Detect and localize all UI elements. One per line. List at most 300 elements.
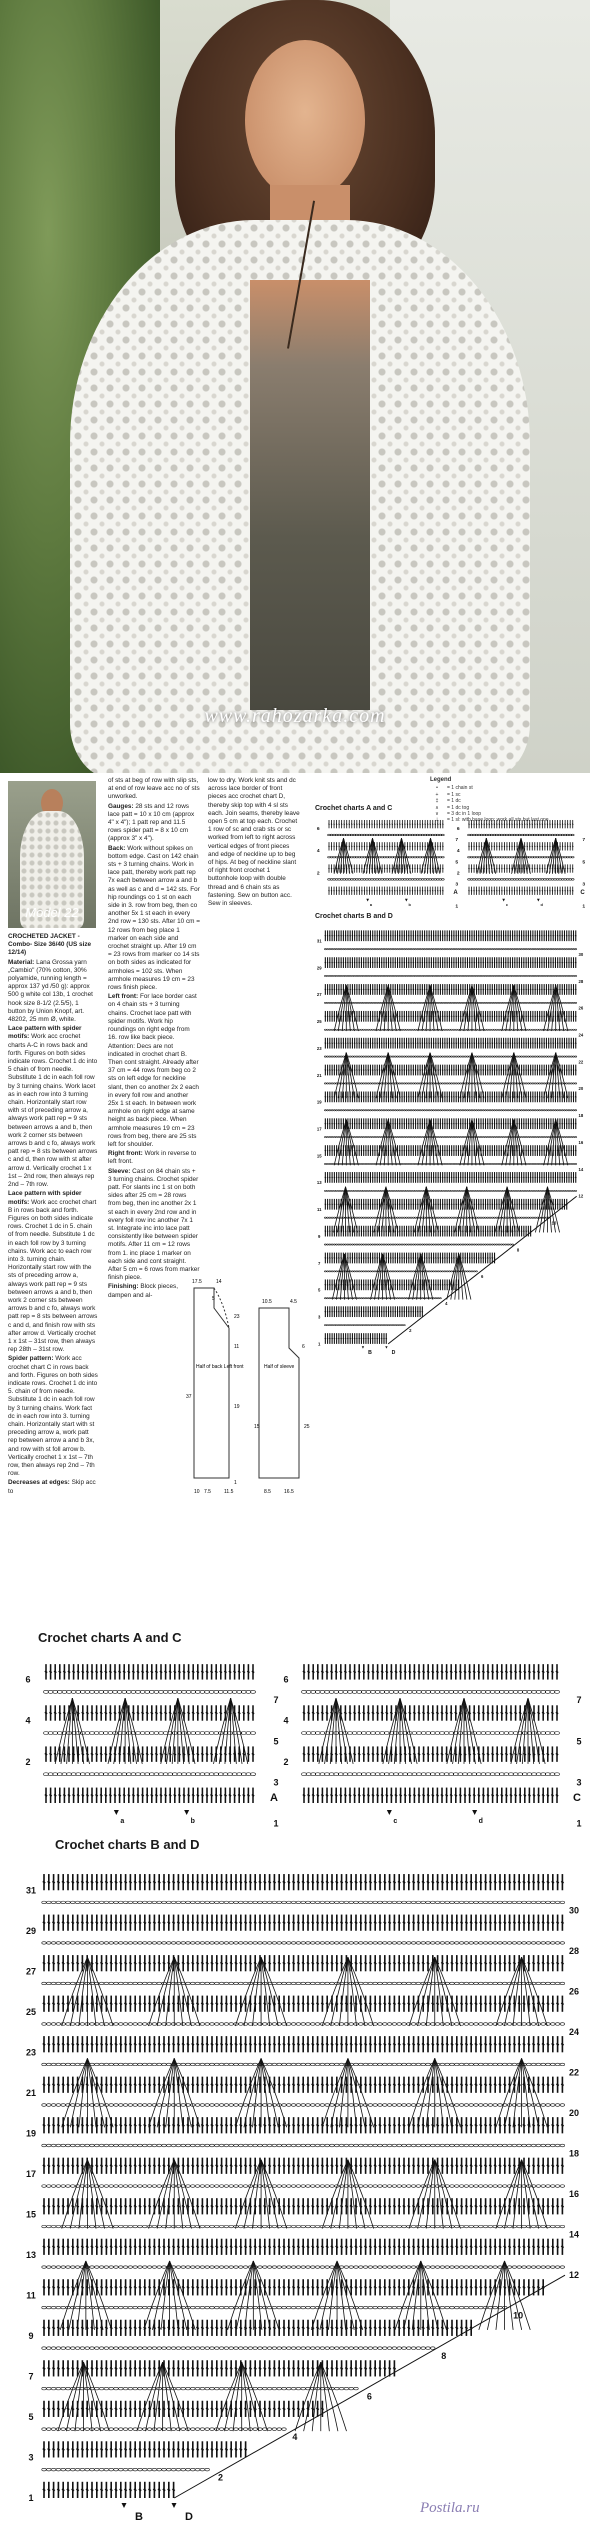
chain-stitch xyxy=(419,1190,421,1191)
chain-stitch xyxy=(523,1190,525,1191)
chain-stitch xyxy=(365,1137,367,1138)
chain-row xyxy=(324,1083,577,1084)
dc-bar xyxy=(539,868,540,869)
chain-stitch xyxy=(360,1110,362,1111)
dc-bar xyxy=(529,824,530,825)
chain-stitch xyxy=(534,1137,536,1138)
dc-bar xyxy=(402,824,403,825)
chain-stitch xyxy=(374,1271,376,1272)
chain-stitch xyxy=(473,1110,475,1111)
chain-stitch xyxy=(378,1056,380,1057)
chain-stitch xyxy=(484,1056,486,1057)
back-front-outline xyxy=(194,1288,229,1478)
chain-stitch xyxy=(385,1110,387,1111)
chain-stitch xyxy=(559,1083,561,1084)
chain-stitch xyxy=(356,1190,358,1191)
chain-stitch xyxy=(525,1110,527,1111)
chain-stitch xyxy=(451,1029,453,1030)
chain-stitch xyxy=(383,1083,385,1084)
chain-stitch xyxy=(430,1110,432,1111)
chain-stitch xyxy=(419,1137,421,1138)
chain-stitch xyxy=(444,1056,446,1057)
chain-stitch xyxy=(453,1163,455,1164)
chain-stitch xyxy=(575,1083,577,1084)
paragraph-heading: Finishing: xyxy=(108,1283,141,1291)
paragraph-text: Cast on 84 chain sts + 3 turning chains. Crochet spider patt. For slants inc 1 st on both sides after 25 cm = 28 rows from beg, then inc another 2x 1 st each in every 2nd row and in every foll row inc another 7x 1 st. Integrate inc into lace patt consistently like between spider motifs. After 11 cm = 12 rows from 1. inc place 1 marker on each side and cont straight. After 5 cm = 6 rows from marker finish piece. xyxy=(108,1167,200,1282)
chain-stitch xyxy=(417,1083,419,1084)
chain-stitch xyxy=(381,1163,383,1164)
chain-stitch xyxy=(493,1110,495,1111)
chain-stitch xyxy=(430,1029,432,1030)
chain-stitch xyxy=(324,1325,326,1326)
dc-bar xyxy=(381,824,382,825)
chain-stitch xyxy=(378,1244,380,1245)
chain-stitch xyxy=(360,1002,362,1003)
dc-bar xyxy=(494,824,495,825)
chain-stitch xyxy=(545,1002,547,1003)
chain-stitch xyxy=(457,1190,459,1191)
chain-stitch xyxy=(487,1002,489,1003)
chain-stitch xyxy=(572,1029,574,1030)
chain-stitch xyxy=(347,1244,349,1245)
dc-bar xyxy=(379,846,380,847)
chain-stitch xyxy=(484,1083,486,1084)
chain-stitch xyxy=(568,1110,570,1111)
dc-bar xyxy=(397,824,398,825)
dc-bar xyxy=(432,824,433,825)
chain-stitch xyxy=(363,1163,365,1164)
chain-stitch xyxy=(496,1190,498,1191)
dc-bar xyxy=(384,846,385,847)
chain-stitch xyxy=(514,1190,516,1191)
chain-stitch xyxy=(374,1137,376,1138)
chain-stitch xyxy=(401,1029,403,1030)
chain-stitch xyxy=(383,1244,385,1245)
chain-stitch xyxy=(401,1137,403,1138)
dc-bar xyxy=(549,890,550,891)
chain-stitch xyxy=(439,1110,441,1111)
dc-bar xyxy=(509,846,510,847)
chain-stitch xyxy=(489,1056,491,1057)
dc-bar xyxy=(359,846,360,847)
dc-bar xyxy=(542,890,543,891)
chain-stitch xyxy=(503,1110,505,1111)
chain-stitch xyxy=(572,1190,574,1191)
chain-stitch xyxy=(493,1137,495,1138)
chain-stitch xyxy=(539,1163,541,1164)
chain-stitch xyxy=(444,1110,446,1111)
dc-bar xyxy=(381,868,382,869)
chain-stitch xyxy=(424,1110,426,1111)
chain-stitch xyxy=(376,1325,378,1326)
dc-bar xyxy=(559,824,560,825)
chain-stitch xyxy=(451,1217,453,1218)
chain-stitch xyxy=(365,1110,367,1111)
chain-stitch xyxy=(324,1056,326,1057)
dc-bar xyxy=(422,846,423,847)
chain-stitch xyxy=(336,1271,338,1272)
chain-stitch xyxy=(439,1298,441,1299)
chain-stitch xyxy=(457,1137,459,1138)
chain-stitch xyxy=(507,1110,509,1111)
chain-stitch xyxy=(536,1002,538,1003)
chain-stitch xyxy=(446,1217,448,1218)
chain-stitch xyxy=(424,1029,426,1030)
chain-stitch xyxy=(493,1029,495,1030)
chain-stitch xyxy=(385,1325,387,1326)
chain-stitch xyxy=(327,1244,329,1245)
chain-stitch xyxy=(493,1083,495,1084)
chain-stitch xyxy=(536,1137,538,1138)
paragraph-text: Work acc crochet chart B in rows back and forth. Figures on both sides indicate rows. Crochet 1 dc in 5. chain of from needle. Substitute 1 dc in each foll row by 3 turning chains. Work acc to each row into 3. turning chain. Horizontally start row with the sts of preceding arrow a, always work patt rep = 9 sts between arrows a and b, then work 2 corner sts between arrows b and c fo, always work patt rep = 8 sts between arrows c and d, and finish row with sts after arrow d. Vertically crochet 1 x 1st – 31st row, then always rep 28th – 31st row. xyxy=(8,1198,98,1354)
chain-stitch xyxy=(512,1029,514,1030)
chain-stitch xyxy=(345,1325,347,1326)
chain-stitch xyxy=(505,1002,507,1003)
chain-row xyxy=(324,1110,577,1111)
chain-stitch xyxy=(500,1056,502,1057)
chain-stitch xyxy=(521,1110,523,1111)
dc-bar xyxy=(534,890,535,891)
chain-stitch xyxy=(351,1163,353,1164)
chain-stitch xyxy=(498,1244,500,1245)
dc-bar xyxy=(506,868,507,869)
chain-stitch xyxy=(471,1190,473,1191)
chain-stitch xyxy=(376,1083,378,1084)
chain-stitch xyxy=(448,1029,450,1030)
chain-stitch xyxy=(390,1110,392,1111)
chain-stitch xyxy=(406,1137,408,1138)
chain-row xyxy=(324,1056,577,1057)
dc-bar xyxy=(354,846,355,847)
chart-letter: A xyxy=(453,889,458,896)
chain-stitch xyxy=(410,1190,412,1191)
dc-bar xyxy=(399,824,400,825)
pattern-repeat-label: c xyxy=(505,902,509,907)
model-thumbnail xyxy=(8,781,96,928)
dc-bar xyxy=(572,846,573,847)
chain-stitch xyxy=(566,1137,568,1138)
chain-stitch xyxy=(399,1056,401,1057)
chain-stitch xyxy=(331,1325,333,1326)
chain-stitch xyxy=(512,1083,514,1084)
dc-bar xyxy=(387,868,388,869)
chain-stitch xyxy=(482,1110,484,1111)
chain-stitch xyxy=(448,1217,450,1218)
dc-bar xyxy=(338,824,339,825)
chain-stitch xyxy=(557,1190,559,1191)
dc-bar xyxy=(376,846,377,847)
dc-bar xyxy=(511,824,512,825)
chain-stitch xyxy=(518,1110,520,1111)
chain-stitch xyxy=(430,1271,432,1272)
chain-stitch xyxy=(543,1083,545,1084)
dc-bar xyxy=(527,890,528,891)
chain-stitch xyxy=(363,1083,365,1084)
chain-stitch xyxy=(412,1163,414,1164)
chain-stitch xyxy=(545,1137,547,1138)
chain-stitch xyxy=(498,1056,500,1057)
chain-stitch xyxy=(559,1056,561,1057)
chain-stitch xyxy=(331,1110,333,1111)
paragraph xyxy=(8,1355,98,1478)
chain-stitch xyxy=(369,1244,371,1245)
chain-stitch xyxy=(363,1271,365,1272)
chain-stitch xyxy=(331,1056,333,1057)
dc-bar xyxy=(440,868,441,869)
chain-stitch xyxy=(421,1137,423,1138)
dc-bar xyxy=(419,824,420,825)
dc-bar xyxy=(414,824,415,825)
chain-stitch xyxy=(381,1190,383,1191)
dc-bar xyxy=(511,890,512,891)
chain-stitch xyxy=(437,1190,439,1191)
chain-stitch xyxy=(417,1190,419,1191)
chain-stitch xyxy=(466,1110,468,1111)
chain-stitch xyxy=(557,1163,559,1164)
chain-stitch xyxy=(570,1002,572,1003)
pattern-repeat-label: d xyxy=(540,902,543,907)
chain-stitch xyxy=(324,1110,326,1111)
chain-stitch xyxy=(496,1137,498,1138)
chain-stitch xyxy=(543,1056,545,1057)
chain-stitch xyxy=(351,1190,353,1191)
chain-stitch xyxy=(360,1271,362,1272)
chain-stitch xyxy=(327,1217,329,1218)
dc-bar xyxy=(549,846,550,847)
chain-stitch xyxy=(354,1056,356,1057)
chain-stitch xyxy=(534,1002,536,1003)
chain-stitch xyxy=(383,1110,385,1111)
watermark-text: www.rahozarka.com xyxy=(204,705,386,727)
chain-stitch xyxy=(527,1056,529,1057)
schematic-dimension: 37 xyxy=(186,1394,192,1400)
chain-stitch xyxy=(527,1083,529,1084)
chain-stitch xyxy=(392,1298,394,1299)
paragraph-text: low to dry. Work knit sts and dc across lace border of front pieces acc crochet chart D, thereby skip top with 4 sl sts each. Join seams, thereby leave open 5 cm at top each. Crochet 1 row of sc and crab sts or sc worked from left to right across vertical edges of front pieces and edge of neckline up to beg of hips. At beg of neckline slant of right front crochet 1 buttonhole loop with double thread and 6 chain sts as fastening. Sew on button acc. Sew in sleeves. xyxy=(208,777,300,908)
chain-stitch xyxy=(408,1163,410,1164)
chain-stitch xyxy=(401,1217,403,1218)
dc-bar xyxy=(567,846,568,847)
model-label: Model 22 xyxy=(25,905,79,920)
chain-stitch xyxy=(530,1163,532,1164)
chain-stitch xyxy=(356,1083,358,1084)
chain-stitch xyxy=(336,1110,338,1111)
chain-stitch xyxy=(381,1056,383,1057)
chain-stitch xyxy=(327,1002,329,1003)
chain-stitch xyxy=(387,1298,389,1299)
chain-stitch xyxy=(415,1002,417,1003)
chain-stitch xyxy=(403,1190,405,1191)
chain-stitch xyxy=(336,1056,338,1057)
dc-bar xyxy=(544,824,545,825)
chain-stitch xyxy=(469,1271,471,1272)
dc-bar xyxy=(328,890,329,891)
sleeve-outline xyxy=(259,1308,299,1478)
chain-stitch xyxy=(457,1002,459,1003)
chain-stitch xyxy=(354,1244,356,1245)
chain-stitch xyxy=(561,1110,563,1111)
chain-stitch xyxy=(444,1002,446,1003)
chain-stitch xyxy=(500,1190,502,1191)
dc-bar xyxy=(374,890,375,891)
chain-stitch xyxy=(327,1137,329,1138)
dc-bar xyxy=(570,868,571,869)
dc-bar xyxy=(417,890,418,891)
dc-bar xyxy=(529,890,530,891)
chain-stitch xyxy=(455,1029,457,1030)
dc-bar xyxy=(542,846,543,847)
chain-stitch xyxy=(516,1110,518,1111)
dc-bar xyxy=(539,846,540,847)
chain-stitch xyxy=(381,1244,383,1245)
chain-stitch xyxy=(457,1244,459,1245)
dc-bar xyxy=(394,890,395,891)
paragraph xyxy=(208,777,300,908)
chain-stitch xyxy=(329,1325,331,1326)
chain-stitch xyxy=(329,1056,331,1057)
chain-stitch xyxy=(406,1029,408,1030)
dc-bar xyxy=(471,890,472,891)
chain-stitch xyxy=(496,1029,498,1030)
dc-bar xyxy=(435,846,436,847)
dc-bar xyxy=(409,890,410,891)
chain-stitch xyxy=(349,1056,351,1057)
chain-stitch xyxy=(566,1083,568,1084)
chain-stitch xyxy=(489,1110,491,1111)
chain-stitch xyxy=(410,1002,412,1003)
chain-stitch xyxy=(509,1190,511,1191)
chain-stitch xyxy=(518,1190,520,1191)
dc-bar xyxy=(442,846,443,847)
chain-stitch xyxy=(487,1217,489,1218)
dc-bar xyxy=(419,868,420,869)
chain-stitch xyxy=(475,1056,477,1057)
chain-stitch xyxy=(358,1217,360,1218)
chain-stitch xyxy=(381,1002,383,1003)
chain-stitch xyxy=(530,1110,532,1111)
chain-stitch xyxy=(498,1190,500,1191)
dc-bar xyxy=(519,890,520,891)
chain-stitch xyxy=(568,1083,570,1084)
chain-stitch xyxy=(525,1083,527,1084)
dc-row xyxy=(325,1306,423,1317)
chain-stitch xyxy=(500,1244,502,1245)
dc-bar xyxy=(514,890,515,891)
chain-stitch xyxy=(333,1002,335,1003)
chain-stitch xyxy=(392,1190,394,1191)
dc-bar xyxy=(481,846,482,847)
chain-stitch xyxy=(333,1190,335,1191)
dc-bar xyxy=(425,890,426,891)
chain-stitch xyxy=(426,1056,428,1057)
chain-stitch xyxy=(367,1325,369,1326)
schematic-dimension: 11.5 xyxy=(224,1489,234,1495)
chain-stitch xyxy=(453,1190,455,1191)
dc-bar xyxy=(399,890,400,891)
schematic-dimension: 16.5 xyxy=(284,1489,294,1495)
chain-stitch xyxy=(369,1029,371,1030)
chain-stitch xyxy=(464,1002,466,1003)
chain-stitch xyxy=(396,1190,398,1191)
chain-stitch xyxy=(552,1190,554,1191)
dc-bar xyxy=(361,846,362,847)
chain-stitch xyxy=(390,1271,392,1272)
chain-stitch xyxy=(415,1137,417,1138)
chain-stitch xyxy=(376,1056,378,1057)
chain-stitch xyxy=(351,1029,353,1030)
dc-bar xyxy=(333,824,334,825)
chain-row xyxy=(468,834,575,836)
dc-bar xyxy=(468,868,469,869)
dc-bar xyxy=(494,846,495,847)
chain-stitch xyxy=(406,1056,408,1057)
chain-stitch xyxy=(369,1163,371,1164)
dc-bar xyxy=(328,824,329,825)
chain-row xyxy=(468,879,575,881)
chain-stitch xyxy=(439,1029,441,1030)
chain-stitch xyxy=(530,1056,532,1057)
chain-stitch xyxy=(451,1137,453,1138)
chain-stitch xyxy=(457,1029,459,1030)
dc-bar xyxy=(409,824,410,825)
chain-stitch xyxy=(493,1244,495,1245)
dc-bar xyxy=(506,890,507,891)
chain-stitch xyxy=(329,1271,331,1272)
chain-stitch xyxy=(557,1029,559,1030)
dc-bar xyxy=(379,868,380,869)
chain-stitch xyxy=(336,1137,338,1138)
dc-bar xyxy=(376,824,377,825)
schematic-dimension: 23 xyxy=(234,1314,240,1320)
dc-row xyxy=(325,1145,577,1156)
chain-stitch xyxy=(381,1137,383,1138)
chain-stitch xyxy=(329,1217,331,1218)
chain-row xyxy=(324,1029,577,1030)
chain-stitch xyxy=(545,1029,547,1030)
chain-row xyxy=(324,1002,577,1003)
dc-row xyxy=(325,1038,577,1049)
legend-symbol: ∨ xyxy=(435,811,439,818)
dc-bar xyxy=(534,846,535,847)
chain-stitch xyxy=(548,1002,550,1003)
chain-stitch xyxy=(566,1002,568,1003)
dc-bar xyxy=(397,890,398,891)
dc-bar xyxy=(473,868,474,869)
chain-stitch xyxy=(457,1083,459,1084)
chain-stitch xyxy=(396,1325,398,1326)
paragraph xyxy=(108,803,200,844)
chain-stitch xyxy=(351,1271,353,1272)
chain-stitch xyxy=(401,1271,403,1272)
chain-stitch xyxy=(358,1271,360,1272)
chain-stitch xyxy=(530,1029,532,1030)
chain-stitch xyxy=(392,1110,394,1111)
dc-bar xyxy=(521,890,522,891)
chain-stitch xyxy=(489,1137,491,1138)
dc-row xyxy=(325,1253,495,1264)
chain-stitch xyxy=(487,1137,489,1138)
chain-stitch xyxy=(421,1056,423,1057)
chain-stitch xyxy=(421,1110,423,1111)
chain-stitch xyxy=(356,1002,358,1003)
chain-stitch xyxy=(338,1298,340,1299)
chain-stitch xyxy=(448,1002,450,1003)
chain-stitch xyxy=(471,1244,473,1245)
chain-stitch xyxy=(403,1137,405,1138)
chain-stitch xyxy=(327,1298,329,1299)
dc-bar xyxy=(394,846,395,847)
chain-stitch xyxy=(437,1137,439,1138)
